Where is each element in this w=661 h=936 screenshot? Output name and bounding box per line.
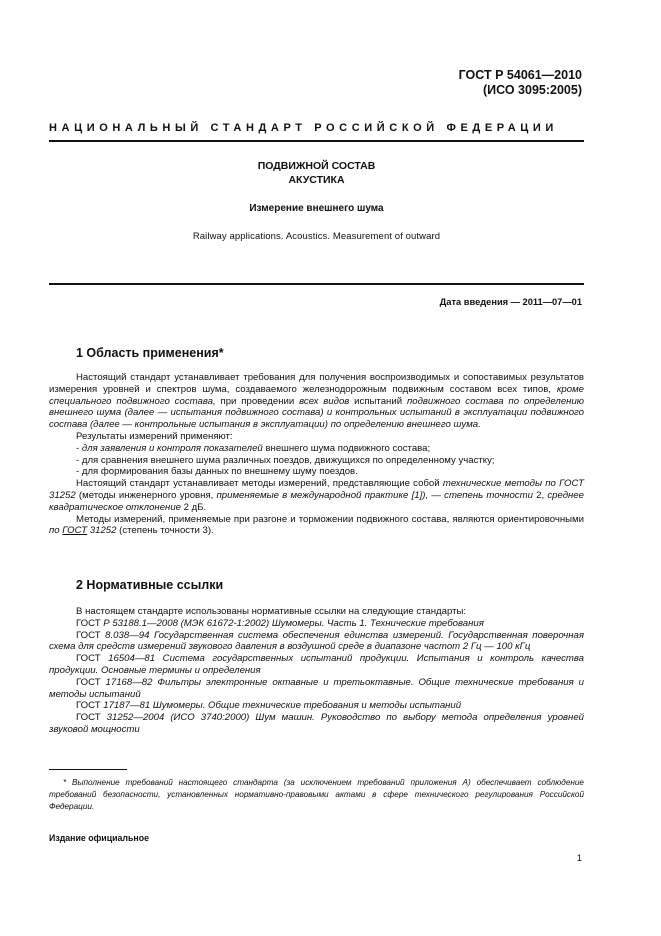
section-1-heading: 1 Область применения* bbox=[76, 346, 224, 360]
english-title: Railway applications. Acoustics. Measurement of outward bbox=[192, 231, 441, 242]
reference-item: ГОСТ 31252—2004 (ИСО 3740:2000) Шум машин. Руководство по выбору метода определения уровней звуковой мощности bbox=[49, 712, 584, 735]
paragraph: Настоящий стандарт устанавливает требования для получения воспроизводимых и сопоставимых результатов измерения уровней и спектров шума, создаваемого железнодорожным подвижным составом всех типов, кроме специального подвижного состава, при проведении всех видов испытаний подвижного состава по определению внешнего шума (далее — испытания подвижного состава) и контрольных испытаний в эксплуатации подвижного состава (далее — контрольные испытания в эксплуатации) по определению внешнего шума. bbox=[49, 372, 584, 431]
title-rule bbox=[49, 283, 584, 285]
list-item: - для формирования базы данных по внешнему шуму поездов. bbox=[76, 466, 358, 478]
document-title bbox=[49, 159, 584, 187]
title-line-1: ПОДВИЖНОЙ СОСТАВ bbox=[257, 160, 376, 172]
header-rule bbox=[49, 140, 584, 142]
gost-number: ГОСТ Р 54061—2010 bbox=[458, 68, 582, 82]
document-subtitle: Измерение внешнего шума bbox=[249, 203, 384, 214]
standard-designation bbox=[459, 68, 582, 98]
paragraph: Методы измерений, применяемые при разгоне и торможении подвижного состава, являются ориентировочными по ГОСТ 31252 (степень точности 3). bbox=[49, 513, 584, 537]
footnote-separator bbox=[49, 769, 127, 770]
reference-item: ГОСТ 16504—81 Система государственных испытаний продукции. Испытания и контроль качества продукции. Основные термины и определения bbox=[49, 653, 584, 676]
paragraph: Результаты измерений применяют: bbox=[76, 430, 233, 442]
official-edition-label: Издание официальное bbox=[49, 833, 149, 843]
section-2-body bbox=[49, 606, 584, 736]
reference-item: ГОСТ 17168—82 Фильтры электронные октавные и третьоктавные. Общие технические требования и методы испытаний bbox=[49, 676, 584, 700]
introduction-date: Дата введения — 2011—07—01 bbox=[439, 297, 582, 307]
page-number: 1 bbox=[576, 853, 582, 864]
title-line-2: АКУСТИКА bbox=[288, 174, 345, 186]
reference-item: ГОСТ 8.038—94 Государственная система обеспечения единства измерений. Государственная поверочная схема для средств измерений звукового давления в воздушной среде в диапазоне частот 2 Гц — 100 кГц bbox=[49, 629, 584, 653]
reference-item: ГОСТ Р 53188.1—2008 (МЭК 61672-1:2002) Шумомеры. Часть 1. Технические требования bbox=[76, 617, 484, 629]
national-standard-banner: НАЦИОНАЛЬНЫЙ СТАНДАРТ РОССИЙСКОЙ ФЕДЕРАЦИИ bbox=[49, 122, 558, 134]
section-2-heading: 2 Нормативные ссылки bbox=[76, 578, 224, 592]
list-item: - для сравнения внешнего шума различных поездов, движущихся по определенному участку; bbox=[76, 454, 495, 466]
list-item: - для заявления и контроля показателей внешнего шума подвижного состава; bbox=[76, 442, 431, 454]
footnote: * Выполнение требований настоящего стандарта (за исключением требований приложения А) обеспечивает соблюдение требований безопасности, установленных нормативно-правовыми актами в сфере технического регулирования Российской Федерации. bbox=[49, 778, 584, 811]
reference-item: ГОСТ 17187—81 Шумомеры. Общие технические требования и методы испытаний bbox=[76, 700, 462, 712]
paragraph: В настоящем стандарте использованы нормативные ссылки на следующие стандарты: bbox=[76, 606, 467, 617]
iso-equivalent: (ИСО 3095:2005) bbox=[483, 83, 582, 97]
section-1-body bbox=[49, 372, 584, 537]
paragraph: Настоящий стандарт устанавливает методы измерений, представляющие собой технические методы по ГОСТ 31252 (методы инженерного уровня, применяемые в международной практике [1]), — степень точности 2, среднее квадратическое отклонение 2 дБ. bbox=[49, 478, 584, 513]
